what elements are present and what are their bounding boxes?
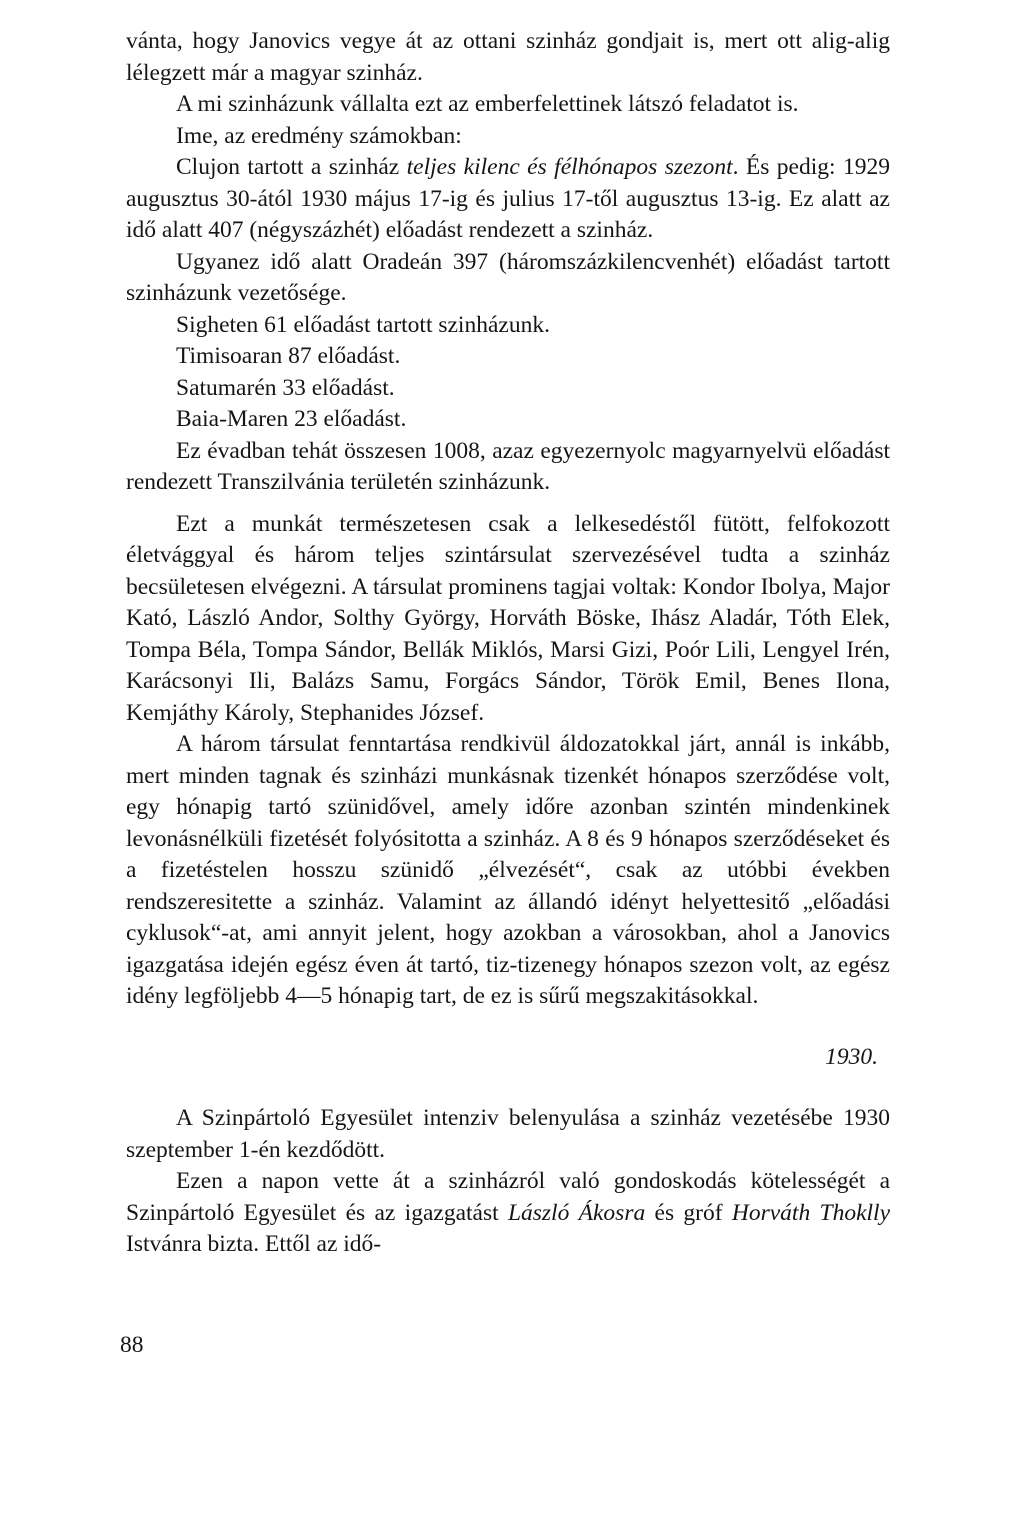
paragraph-4-italic: teljes kilenc és félhónapos szezont bbox=[406, 154, 733, 180]
section-year-heading: 1930. bbox=[825, 1043, 878, 1070]
paragraph-10: Ez évadban tehát összesen 1008, azaz egyezernyolc magyarnyelvü előadást rendezett Transzilvánia területén szinházunk. bbox=[126, 437, 890, 495]
paragraph-4-text-b: . És pedig: 1929 augusztus 30-ától 1930 május 17-ig és julius 17-től augusztus 13-ig. Ez alatt az idő alatt 407 (négyszázhét) előadást rendezett a szinház. bbox=[126, 154, 890, 243]
paragraph-6: Sigheten 61 előadást tartott szinházunk. bbox=[176, 311, 550, 338]
paragraph-5: Ugyanez idő alatt Oradeán 397 (háromszázkilencvenhét) előadást tartott szinházunk vezetősége. bbox=[126, 248, 890, 306]
paragraph-4-text-a: Clujon tartott a szinház bbox=[176, 154, 407, 180]
page-body bbox=[126, 26, 890, 1261]
paragraph-1: vánta, hogy Janovics vegye át az ottani szinház gondjait is, mert ott alig-alig lélegzett már a magyar szinház. bbox=[126, 28, 890, 86]
paragraph-14-text-a: Ezen a napon vette át a szinházról való gondoskodás kötelességét a Szinpártoló Egyesület és az igazgatást bbox=[126, 1168, 890, 1226]
paragraph-9: Baia-Maren 23 előadást. bbox=[176, 406, 407, 432]
paragraph-11: Ezt a munkát természetesen csak a lelkesedéstől fütött, felfokozott életvággyal és három teljes szintársulat szervezésével tudta a szinház becsületesen elvégezni. A társulat prominens tagjai voltak: Kondor Ibolya, Major Kató, László Andor, Solthy György, Horváth Böske, Ihász Aladár, Tóth Elek, Tompa Béla, Tompa Sándor, Bellák Miklós, Marsi Gizi, Poór Lili, Lengyel Irén, Karácsonyi Ili, Balázs Samu, Forgács Sándor, Török Emil, Benes Ilona, Kemjáthy Károly, Stephanides József. bbox=[126, 510, 890, 726]
paragraph-7: Timisoaran 87 előadást. bbox=[176, 343, 401, 369]
paragraph-14-text-b: és gróf bbox=[645, 1199, 732, 1226]
paragraph-2: A mi szinházunk vállalta ezt az emberfelettinek látszó feladatot is. bbox=[176, 91, 799, 117]
paragraph-14-text-c: Istvánra bizta. Ettől az idő- bbox=[126, 1231, 382, 1257]
paragraph-14-italic-name-1: László Ákosra bbox=[507, 1199, 646, 1226]
page-number: 88 bbox=[120, 1332, 144, 1358]
paragraph-12: A három társulat fenntartása rendkivül áldozatokkal járt, annál is inkább, mert minden tagnak és szinházi munkásnak tizenkét hónapos szerződése volt, egy hónapig tartó szünidővel, amely időre azonban szintén mindenkinek levonásnélküli fizetését folyósitotta a szinház. A 8 és 9 hónapos szerződéseket és a fizetéstelen hosszu szünidő „élvezését“, csak az utóbbi években rendszeresitette a szinház. Valamint az állandó idényt helyettesitő „előadási cyklusok“-at, ami annyit jelent, hogy azokban a városokban, ahol a Janovics igazgatása idején egész éven át tartó, tiz-tizenegy hónapos szezon volt, az egész idény legföljebb 4—5 hónapig tart, de ez is sűrű megszakitásokkal. bbox=[126, 731, 890, 1009]
paragraph-13: A Szinpártoló Egyesület intenziv belenyulása a szinház vezetésébe 1930 szeptember 1-én kezdődött. bbox=[126, 1105, 890, 1163]
paragraph-14-italic-name-2: Horváth Thoklly bbox=[731, 1199, 890, 1226]
paragraph-3: Ime, az eredmény számokban: bbox=[176, 122, 462, 149]
paragraph-14 bbox=[126, 1166, 890, 1261]
paragraph-8: Satumarén 33 előadást. bbox=[176, 374, 395, 401]
paragraph-4 bbox=[126, 152, 890, 247]
